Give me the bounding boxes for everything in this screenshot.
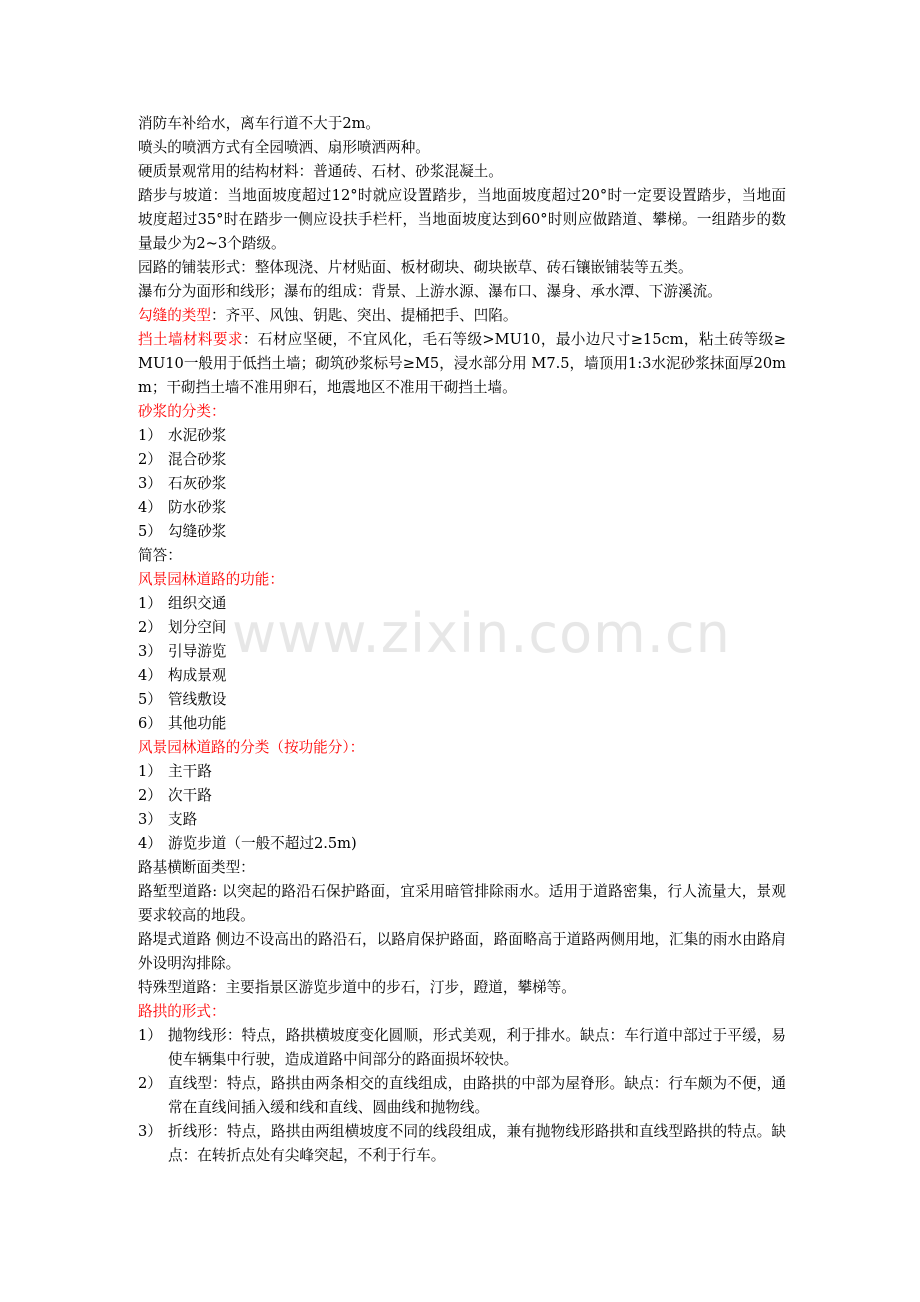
list-text: 引导游览 xyxy=(168,643,227,660)
cut-road-paragraph xyxy=(138,880,786,928)
list-number: 3） xyxy=(138,1123,162,1140)
list-number: 3） xyxy=(138,643,162,660)
list-text: 主干路 xyxy=(168,763,212,780)
list-text: 其他功能 xyxy=(168,715,227,732)
list-text: 支路 xyxy=(168,811,198,828)
list-item xyxy=(138,1024,786,1072)
list-item xyxy=(138,448,786,472)
text-line: 喷头的喷洒方式有全园喷洒、扇形喷洒两种。 xyxy=(138,139,430,156)
list-number: 4） xyxy=(138,499,162,516)
term-label: 路堤式道路 xyxy=(138,931,212,948)
list-item xyxy=(138,760,786,784)
list-text: 水泥砂浆 xyxy=(168,427,227,444)
text-line: 园路的铺装形式：整体现浇、片材贴面、板材砌块、砌块嵌草、砖石镶嵌铺装等五类。 xyxy=(138,259,693,276)
list-text: 抛物线形：特点，路拱横坡度变化圆顺，形式美观，利于排水。缺点：车行道中部过于平缓，易使车辆集中行驶，造成道路中间部分的路面损坏较快。 xyxy=(168,1027,786,1068)
list-text: 石灰砂浆 xyxy=(168,475,227,492)
list-item xyxy=(138,784,786,808)
section-heading: 挡土墙材料要求 xyxy=(138,331,243,348)
list-item xyxy=(138,496,786,520)
list-number: 2） xyxy=(138,787,162,804)
section-heading: 风景园林道路的功能： xyxy=(138,571,284,588)
list-number: 5） xyxy=(138,691,162,708)
list-number: 1） xyxy=(138,763,162,780)
list-number: 2） xyxy=(138,451,162,468)
text-line: 路基横断面类型： xyxy=(138,859,255,876)
list-item xyxy=(138,520,786,544)
text-line: 硬质景观常用的结构材料：普通砖、石材、砂浆混凝土。 xyxy=(138,163,503,180)
list-number: 4） xyxy=(138,835,162,852)
list-item xyxy=(138,664,786,688)
text-line: 特殊型道路：主要指景区游览步道中的步石，汀步，蹬道，攀梯等。 xyxy=(138,979,576,996)
road-crown-list xyxy=(138,1024,786,1168)
list-item xyxy=(138,592,786,616)
embankment-road-paragraph xyxy=(138,928,786,976)
text-line: 消防车补给水，离车行道不大于2m。 xyxy=(138,115,381,132)
list-item xyxy=(138,712,786,736)
list-number: 1） xyxy=(138,1027,162,1044)
term-text: 侧边不设高出的路沿石，以路肩保护路面，路面略高于道路两侧用地，汇集的雨水由路肩外设明沟排除。 xyxy=(138,931,786,972)
term-label: 路堑型道路 xyxy=(138,883,213,900)
list-text: 管线敷设 xyxy=(168,691,227,708)
joint-types-line xyxy=(138,304,786,328)
list-number: 5） xyxy=(138,523,162,540)
list-text: 组织交通 xyxy=(168,595,227,612)
list-number: 4） xyxy=(138,667,162,684)
list-text: 划分空间 xyxy=(168,619,227,636)
list-number: 6） xyxy=(138,715,162,732)
list-text: 混合砂浆 xyxy=(168,451,227,468)
list-text: 构成景观 xyxy=(168,667,227,684)
list-item xyxy=(138,424,786,448)
list-number: 2） xyxy=(138,1075,162,1092)
list-number: 3） xyxy=(138,475,162,492)
list-number: 3） xyxy=(138,811,162,828)
list-item xyxy=(138,808,786,832)
list-item xyxy=(138,1120,786,1168)
list-text: 防水砂浆 xyxy=(168,499,227,516)
list-text: 勾缝砂浆 xyxy=(168,523,227,540)
section-heading: 风景园林道路的分类（按功能分）： xyxy=(138,739,365,756)
list-number: 1） xyxy=(138,427,162,444)
list-text: 折线形：特点，路拱由两组横坡度不同的线段组成，兼有抛物线形路拱和直线型路拱的特点。缺点：在转折点处有尖峰突起，不利于行车。 xyxy=(168,1123,786,1164)
list-item xyxy=(138,688,786,712)
list-item xyxy=(138,1072,786,1120)
document-page xyxy=(138,112,786,1168)
text-line: 简答： xyxy=(138,547,182,564)
road-function-list xyxy=(138,592,786,736)
list-text: 直线型：特点，路拱由两条相交的直线组成，由路拱的中部为屋脊形。缺点：行车颇为不便，通常在直线间插入缓和线和直线、圆曲线和抛物线。 xyxy=(168,1075,786,1116)
list-item xyxy=(138,472,786,496)
mortar-list xyxy=(138,424,786,544)
section-text: ：齐平、风蚀、钥匙、突出、提桶把手、凹陷。 xyxy=(210,307,518,324)
list-text: 游览步道（一般不超过2.5m) xyxy=(168,835,357,852)
list-item xyxy=(138,832,786,856)
list-text: 次干路 xyxy=(168,787,212,804)
paragraph-steps: 踏步与坡道：当地面坡度超过12°时就应设置踏步，当地面坡度超过20°时一定要设置踏步，当地面坡度超过35°时在踏步一侧应设扶手栏杆，当地面坡度达到60°时则应做踏道、攀梯。一组踏步的数量最少为2~3个踏级。 xyxy=(138,187,786,252)
list-number: 1） xyxy=(138,595,162,612)
section-heading: 勾缝的类型 xyxy=(138,307,211,324)
retaining-wall-paragraph xyxy=(138,328,786,400)
section-heading: 砂浆的分类： xyxy=(138,403,226,420)
section-heading: 路拱的形式： xyxy=(138,1003,226,1020)
watermark: www.zixin.com.cn xyxy=(232,602,731,665)
list-item xyxy=(138,616,786,640)
section-text: ：石材应坚硬，不宜风化，毛石等级>MU10，最小边尺寸≥15cm，粘土砖等级≥MU10一般用于低挡土墙；砌筑砂浆标号≥M5，浸水部分用 M7.5，墙顶用1:3水泥砂浆抹面厚20mm；干砌挡土墙不准用卵石，地震地区不准用干砌挡土墙。 xyxy=(138,331,786,396)
text-line: 瀑布分为面形和线形；瀑布的组成：背景、上游水源、瀑布口、瀑身、承水潭、下游溪流。 xyxy=(138,283,722,300)
term-text: : 以突起的路沿石保护路面，宜采用暗管排除雨水。适用于道路密集，行人流量大，景观要求较高的地段。 xyxy=(138,883,786,924)
list-number: 2） xyxy=(138,619,162,636)
road-class-list xyxy=(138,760,786,856)
list-item xyxy=(138,640,786,664)
